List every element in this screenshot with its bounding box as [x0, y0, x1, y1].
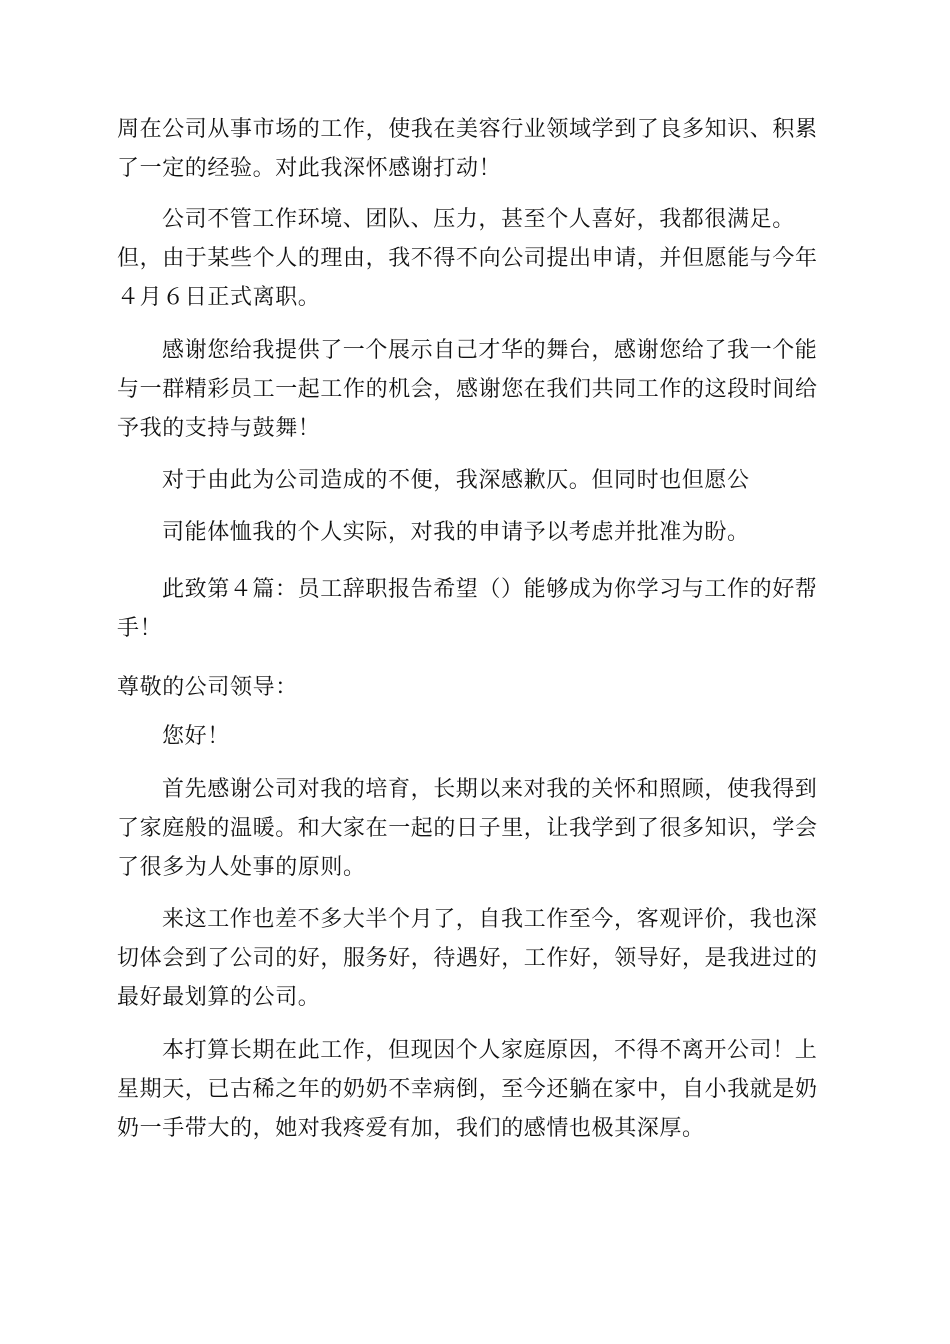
- paragraph-apology: 对于由此为公司造成的不便，我深感歉仄。但同时也但愿公: [162, 468, 750, 493]
- paragraph-satisfaction: 公司不管工作环境、团队、压力，甚至个人喜好，我都很满足。但，由于某些个人的理由，我不得不向公司提出申请，并但愿能与今年４月６日正式离职。: [117, 207, 818, 310]
- salutation: 尊敬的公司领导：: [117, 675, 298, 700]
- paragraph-reason: 本打算长期在此工作，但现因个人家庭原因，不得不离开公司！上星期天，已古稀之年的奶奶不幸病倒，至今还躺在家中，自小我就是奶奶一手带大的，她对我疼爱有加，我们的感情也极其深厚。: [117, 1038, 818, 1141]
- paragraph-evaluation: 来这工作也差不多大半个月了，自我工作至今，客观评价，我也深切体会到了公司的好，服务好，待遇好，工作好，领导好，是我进过的最好最划算的公司。: [117, 907, 818, 1010]
- paragraph-request: 司能体恤我的个人实际，对我的申请予以考虑并批准为盼。: [162, 520, 750, 545]
- paragraph-closing: 此致第４篇：员工辞职报告希望（）能够成为你学习与工作的好帮手！: [117, 577, 818, 641]
- paragraph-continuation: 周在公司从事市场的工作，使我在美容行业领域学到了良多知识、积累了一定的经验。对此我深怀感谢打动！: [117, 117, 818, 181]
- greeting: 您好！: [162, 724, 230, 749]
- paragraph-thanks: 感谢您给我提供了一个展示自己才华的舞台，感谢您给了我一个能与一群精彩员工一起工作的机会，感谢您在我们共同工作的这段时间给予我的支持与鼓舞！: [117, 338, 818, 441]
- paragraph-gratitude: 首先感谢公司对我的培育，长期以来对我的关怀和照顾，使我得到了家庭般的温暖。和大家在一起的日子里，让我学到了很多知识，学会了很多为人处事的原则。: [117, 777, 818, 880]
